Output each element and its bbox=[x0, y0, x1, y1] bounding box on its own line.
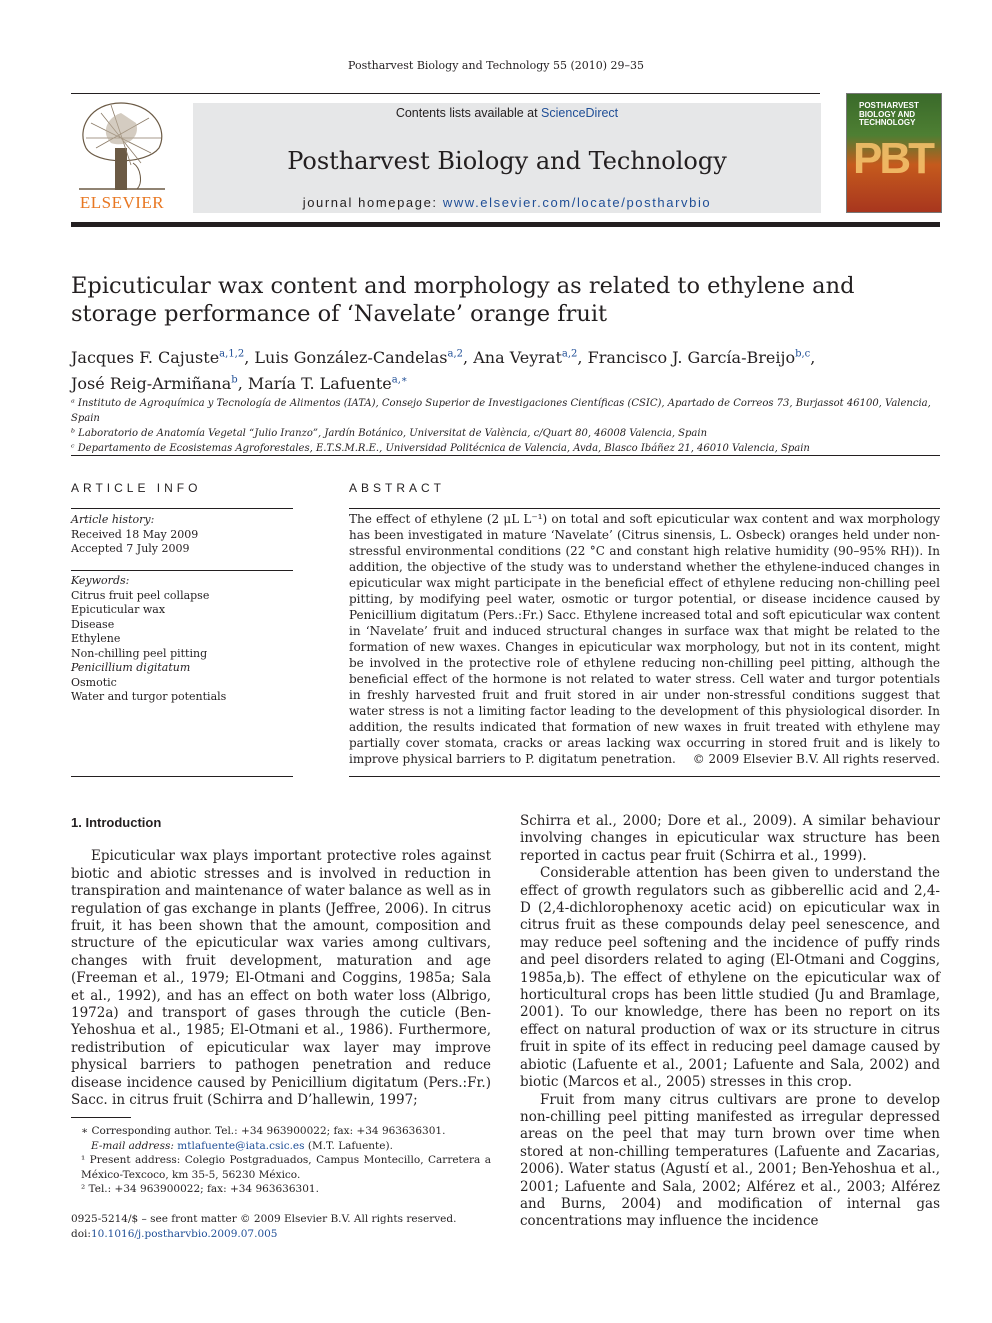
abstract-text: The effect of ethylene (2 μL L⁻¹) on total and soft epicuticular wax content and wax morphology has been investigated in mature ‘Navelate’ (Citrus sinensis, L. Osbeck) oranges held under non-stressful environmental conditions (22 °C and constant high relative humidity (90–95% RH)). In addition, the objective of the study was to understand whether the ethylene-induced changes in epicuticular wax might participate in the beneficial effect of ethylene reducing non-chilling peel pitting, by modifying peel water, osmotic or turgor potential, or disease incidence caused by Penicillium digitatum (Pers.:Fr.) Sacc. Ethylene increased total and soft epicuticular wax content in ‘Navelate’ fruit and induced structural changes in surface wax that might be related to the formation of new waxes. Changes in epicuticular wax morphology, but not in its content, might be involved in the protective role of ethylene reducing non-chilling peel pitting, although the beneficial effect of the hormone is not related to water stress. Cell water and turgor potentials in freshly harvested fruit and fruit stored in air under non-stressful conditions suggest that water stress is not a limiting factor leading to the development of this physiological disorder. In addition, the results indicated that formation of new waxes in fruit treated with ethylene may partially cover stomata, cracks or areas lacking wax occurring in stored fruit and is likely to improve physical barriers to P. digitatum penetration. bbox=[349, 512, 940, 766]
author-list bbox=[71, 344, 931, 395]
footnote-1: ¹ Present address: Colegio Postgraduados, Campus Montecillo, Carretera a México-Texcoco, km 35-5, 56230 México. bbox=[81, 1154, 491, 1181]
keywords-rule bbox=[71, 776, 293, 777]
author[interactable]: José Reig-Armiñana$^b$, bbox=[71, 373, 248, 393]
corresponding-author-note: ∗ Corresponding author. Tel.: +34 963900022; fax: +34 963636301. bbox=[81, 1125, 446, 1137]
elsevier-logo[interactable] bbox=[71, 93, 173, 213]
abstract-heading: ABSTRACT bbox=[349, 481, 446, 495]
cover-monogram: PBT bbox=[853, 134, 932, 183]
abstract-bottom-rule bbox=[349, 776, 940, 777]
keywords-label: Keywords: bbox=[71, 574, 130, 587]
homepage-prefix: journal homepage: bbox=[302, 195, 443, 210]
author[interactable]: Luis González-Candelas$^{a,2}$, bbox=[254, 348, 474, 368]
keywords bbox=[71, 574, 293, 705]
received-date: Received 18 May 2009 bbox=[71, 527, 199, 541]
body-paragraph: Schirra et al., 2000; Dore et al., 2009). A similar behaviour involving changes in epicuticular wax structure has been reported in cactus pear fruit (Schirra et al., 1999). bbox=[520, 813, 940, 864]
keyword: Disease bbox=[71, 617, 115, 631]
keyword: Penicillium digitatum bbox=[71, 661, 191, 674]
journal-masthead bbox=[71, 93, 940, 228]
article-info-rule bbox=[71, 508, 293, 509]
abstract-copyright: © 2009 Elsevier B.V. All rights reserved. bbox=[692, 752, 940, 766]
accepted-date: Accepted 7 July 2009 bbox=[71, 542, 190, 555]
body-paragraph: Epicuticular wax plays important protective roles against biotic and abiotic stresses and is involved in reduction in transpiration and maintenance of water balance as well as in regulation of gas exchange in plants (Jeffree, 2006). In citrus fruit, it has been shown that the amount, composition and structure of the epicuticular wax varies among cultivars, changes with fruit development, maturation and age (Freeman et al., 1979; El-Otmani and Coggins, 1985a; Sala et al., 1992), and has an effect on both water loss (Albrigo, 1972a) and transport of gases through the cuticle (Ben-Yehoshua et al., 1985; El-Otmani et al., 1986). Furthermore, redistribution of epicuticular wax layer may improve physical barriers to pathogen penetration and reduce disease incidence caused by Penicillium digitatum (Pers.:Fr.) Sacc. in citrus fruit (Schirra and D’hallewin, 1997; bbox=[71, 848, 491, 1109]
body-paragraph: Considerable attention has been given to understand the effect of growth regulators such as gibberellic acid and 2,4-D (2,4-dichlorophenoxy acetic acid) on epicuticular wax in citrus fruit as these compounds delay peel senescence, and may reduce peel softening and the incidence of puffy rinds and peel disorders related to aging (El-Otmani and Coggins, 1985a,b). The effect of ethylene on the epicuticular wax of horticultural crops has been little studied (Ju and Bramlage, 2001). To our knowledge, there has been no report on its effect on natural production of wax or its structure in citrus fruit in spite of its effect in reducing peel damage caused by abiotic (Lafuente et al., 2001; Lafuente and Sala, 2002) and biotic (Marcos et al., 2005) stresses in this crop. bbox=[520, 865, 940, 1091]
email-note: E-mail address: mtlafuente@iata.csic.es (M.T. Lafuente). bbox=[91, 1139, 393, 1152]
abstract-rule bbox=[349, 508, 940, 509]
author[interactable]: Ana Veyrat$^{a,2}$, bbox=[473, 348, 588, 368]
affiliation-divider bbox=[71, 455, 940, 456]
affiliation-c: ᶜ Departamento de Ecosistemas Agroforestales, E.T.S.M.R.E., Universidad Politécnica de Valencia, Avda, Blasco Ibáñez 21, 46010 Valencia, Spain bbox=[71, 443, 810, 454]
cover-title: POSTHARVEST BIOLOGY AND TECHNOLOGY bbox=[859, 101, 919, 127]
sciencedirect-link[interactable]: ScienceDirect bbox=[541, 106, 619, 120]
contents-prefix: Contents lists available at bbox=[395, 106, 542, 120]
footnote-2: ² Tel.: +34 963900022; fax: +34 963636301. bbox=[81, 1183, 319, 1195]
journal-homepage bbox=[193, 195, 821, 210]
contents-line bbox=[193, 106, 821, 120]
affiliation-a: ᵃ Instituto de Agroquímica y Tecnología de Alimentos (IATA), Consejo Superior de Investigaciones Científicas (CSIC), Apartado de Correos 73, Burjassot 46100, Valencia, Spain bbox=[71, 398, 931, 424]
doi-link[interactable]: 10.1016/j.postharvbio.2009.07.005 bbox=[90, 1228, 278, 1240]
author[interactable]: María T. Lafuente$^{a,∗}$ bbox=[247, 373, 408, 393]
keyword: Ethylene bbox=[71, 632, 121, 645]
email-link[interactable]: mtlafuente@iata.csic.es bbox=[177, 1139, 305, 1152]
footnotes bbox=[71, 1124, 491, 1197]
doi-line: doi:10.1016/j.postharvbio.2009.07.005 bbox=[71, 1228, 278, 1240]
article-title: Epicuticular wax content and morphology as related to ethylene and storage performance of ‘Navelate’ orange fruit bbox=[71, 273, 855, 327]
author[interactable]: Francisco J. García-Breijo$^{b,c}$, bbox=[587, 348, 816, 368]
elsevier-wordmark: ELSEVIER bbox=[79, 193, 165, 212]
front-matter-footer bbox=[71, 1212, 491, 1242]
keyword: Osmotic bbox=[71, 675, 117, 689]
affiliations bbox=[71, 396, 941, 456]
history-rule bbox=[71, 570, 293, 571]
body-paragraph: Fruit from many citrus cultivars are prone to develop non-chilling peel pitting manifested as irregular depressed areas on the peel that may turn brown over time when stored at non-chilling temperatures (Lafuente and Zacarias, 2006). Water status (Agustí et al., 2001; Ben-Yehoshua et al., 2001; Lafuente and Sala, 2002; Alférez et al., 2003; Alférez and Burns, 2004) and modification of internal gas concentrations may influence the incidence bbox=[520, 1091, 940, 1230]
journal-cover-thumbnail[interactable] bbox=[846, 93, 942, 213]
intro-right-column bbox=[520, 813, 940, 1231]
keyword: Citrus fruit peel collapse bbox=[71, 588, 210, 602]
journal-citation: Postharvest Biology and Technology 55 (2010) 29–35 bbox=[347, 59, 645, 72]
footnote-rule bbox=[71, 1117, 131, 1118]
keyword: Water and turgor potentials bbox=[71, 690, 227, 703]
article-history bbox=[71, 513, 293, 557]
journal-banner bbox=[193, 103, 821, 213]
issn-line: 0925-5214/$ – see front matter © 2009 Elsevier B.V. All rights reserved. bbox=[71, 1213, 457, 1225]
keyword: Non-chilling peel pitting bbox=[71, 646, 208, 660]
affiliation-b: ᵇ Laboratorio de Anatomía Vegetal “Julio Iranzo”, Jardín Botánico, Universitat de València, c/Quart 80, 46008 Valencia, Spain bbox=[71, 428, 708, 439]
section-heading: 1. Introduction bbox=[71, 815, 162, 830]
author[interactable]: Jacques F. Cajuste$^{a,1,2}$, bbox=[71, 348, 255, 368]
history-label: Article history: bbox=[71, 513, 155, 526]
masthead-rule bbox=[71, 222, 940, 227]
article-info-heading: ARTICLE INFO bbox=[71, 481, 202, 495]
intro-left-column bbox=[71, 814, 491, 1110]
homepage-link[interactable]: www.elsevier.com/locate/postharvbio bbox=[442, 195, 712, 210]
journal-title: Postharvest Biology and Technology bbox=[287, 147, 727, 175]
keyword: Epicuticular wax bbox=[71, 603, 166, 616]
